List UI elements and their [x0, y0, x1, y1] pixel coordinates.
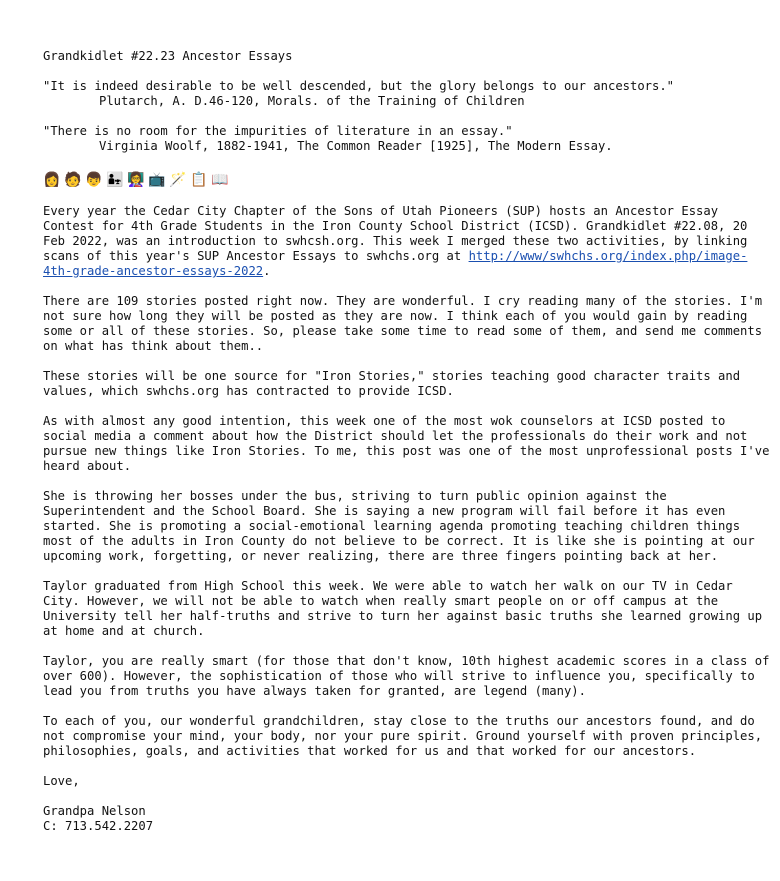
paragraph-line: on what has think about them..: [43, 339, 264, 353]
email-body: [43, 49, 770, 834]
paragraph-line: University tell her half-truths and strive to turn her against basic truths she learned growing up: [43, 609, 763, 623]
paragraph-counselor-post: [43, 414, 770, 474]
paragraph-taylor-smart: [43, 654, 770, 699]
paragraph-line: To each of you, our wonderful grandchildren, stay close to the truths our ancestors found, and do: [43, 714, 755, 728]
paragraph-line: upcoming work, forgetting, or never realizing, there are three fingers pointing back at her.: [43, 549, 719, 563]
paragraph-line: over 600). However, the sophistication of those who will strive to influence you, specifically to: [43, 669, 755, 683]
clipboard-icon: 📋: [190, 171, 208, 188]
open-book-icon: 📖: [211, 171, 229, 188]
paragraph-line: started. She is promoting a social-emotional learning agenda promoting teaching children things: [43, 519, 741, 533]
paragraph-bosses: [43, 489, 755, 564]
paragraph-line: social media a comment about how the District should let the professionals do their work and not: [43, 429, 748, 443]
quote-text: "There is no room for the impurities of literature in an essay.": [43, 124, 513, 138]
paragraph-line: at home and at church.: [43, 624, 205, 638]
paragraph-iron-stories: [43, 369, 743, 399]
paragraph-to-grandchildren: [43, 714, 763, 759]
signature: Grandpa Nelson: [43, 804, 146, 818]
essays-link[interactable]: http://www/swhchs.org/index.php/image-: [468, 249, 748, 263]
paragraph-line: values, which swhchs.org has contracted to provide ICSD.: [43, 384, 454, 398]
woman-icon: 👩: [43, 171, 61, 188]
paragraph-line: Feb 2022, was an introduction to swhcsh.org. This week I merged these two activities, by linking: [43, 234, 748, 248]
paragraph-line: City. However, we will not be able to watch when really smart people on or off campus at the: [43, 594, 719, 608]
quote-source: Virginia Woolf, 1882-1941, The Common Reader [1925], The Modern Essay.: [99, 139, 613, 153]
essays-link-continued[interactable]: 4th-grade-ancestor-essays-2022: [43, 264, 264, 278]
emoji-row: [43, 171, 743, 189]
paragraph-line: [43, 249, 748, 264]
paragraph-line: pursue new things like Iron Stories. To me, this post was one of the most unprofessional posts I've: [43, 444, 770, 458]
paragraph-line: There are 109 stories posted right now. They are wonderful. I cry reading many of the stories. I'm: [43, 294, 763, 308]
closing: Love,: [43, 774, 80, 788]
quote-woolf: [43, 124, 743, 154]
paragraph-line: philosophies, goals, and activities that worked for us and that worked for our ancestors.: [43, 744, 697, 758]
boy-icon: 👦: [85, 171, 103, 188]
family-icon: 👨‍👧: [106, 171, 124, 188]
paragraph-line: not sure how long they will be posted as they are now. I think each of you would gain by reading: [43, 309, 748, 323]
paragraph-line: some or all of these stories. So, please take some time to read some of them, and send me comments: [43, 324, 763, 338]
magic-wand-icon: 🪄: [169, 171, 187, 188]
quote-source: Plutarch, A. D.46-120, Morals. of the Training of Children: [99, 94, 525, 108]
paragraph-line: She is throwing her bosses under the bus, striving to turn public opinion against the: [43, 489, 667, 503]
person-icon: 🧑: [64, 171, 82, 188]
document-title: Grandkidlet #22.23 Ancestor Essays: [43, 49, 293, 63]
paragraph-line: heard about.: [43, 459, 132, 473]
teacher-icon: 👩‍🏫: [127, 171, 145, 188]
paragraph-line: These stories will be one source for "Iron Stories," stories teaching good character traits and: [43, 369, 741, 383]
paragraph-line: most of the adults in Iron County do not believe to be correct. It is like she is pointing at our: [43, 534, 755, 548]
link-period: .: [263, 264, 271, 278]
paragraph-line: As with almost any good intention, this week one of the most wok counselors at ICSD posted to: [43, 414, 726, 428]
paragraph-text: scans of this year's SUP Ancestor Essays to swhchs.org at: [43, 249, 469, 263]
paragraph-line: Every year the Cedar City Chapter of the Sons of Utah Pioneers (SUP) hosts an Ancestor Essay: [43, 204, 719, 218]
television-icon: 📺: [148, 171, 166, 188]
quote-text: "It is indeed desirable to be well descended, but the glory belongs to our ancestors.": [43, 79, 675, 93]
paragraph-essay-contest: [43, 204, 748, 279]
paragraph-taylor-graduation: [43, 579, 763, 639]
paragraph-stories-posted: [43, 294, 763, 354]
paragraph-line: [43, 264, 743, 279]
paragraph-line: Contest for 4th Grade Students in the Iron County School District (ICSD). Grandkidlet #22.08, 20: [43, 219, 748, 233]
paragraph-line: Taylor graduated from High School this week. We were able to watch her walk on our TV in Cedar: [43, 579, 733, 593]
paragraph-line: not compromise your mind, your body, nor your pure spirit. Ground yourself with proven principles,: [43, 729, 763, 743]
paragraph-line: lead you from truths you have always taken for granted, are legend (many).: [43, 684, 586, 698]
quote-plutarch: [43, 79, 743, 109]
paragraph-line: Taylor, you are really smart (for those that don't know, 10th highest academic scores in a class of: [43, 654, 770, 668]
phone-number: C: 713.542.2207: [43, 819, 154, 833]
paragraph-line: Superintendent and the School Board. She is saying a new program will fail before it has even: [43, 504, 726, 518]
